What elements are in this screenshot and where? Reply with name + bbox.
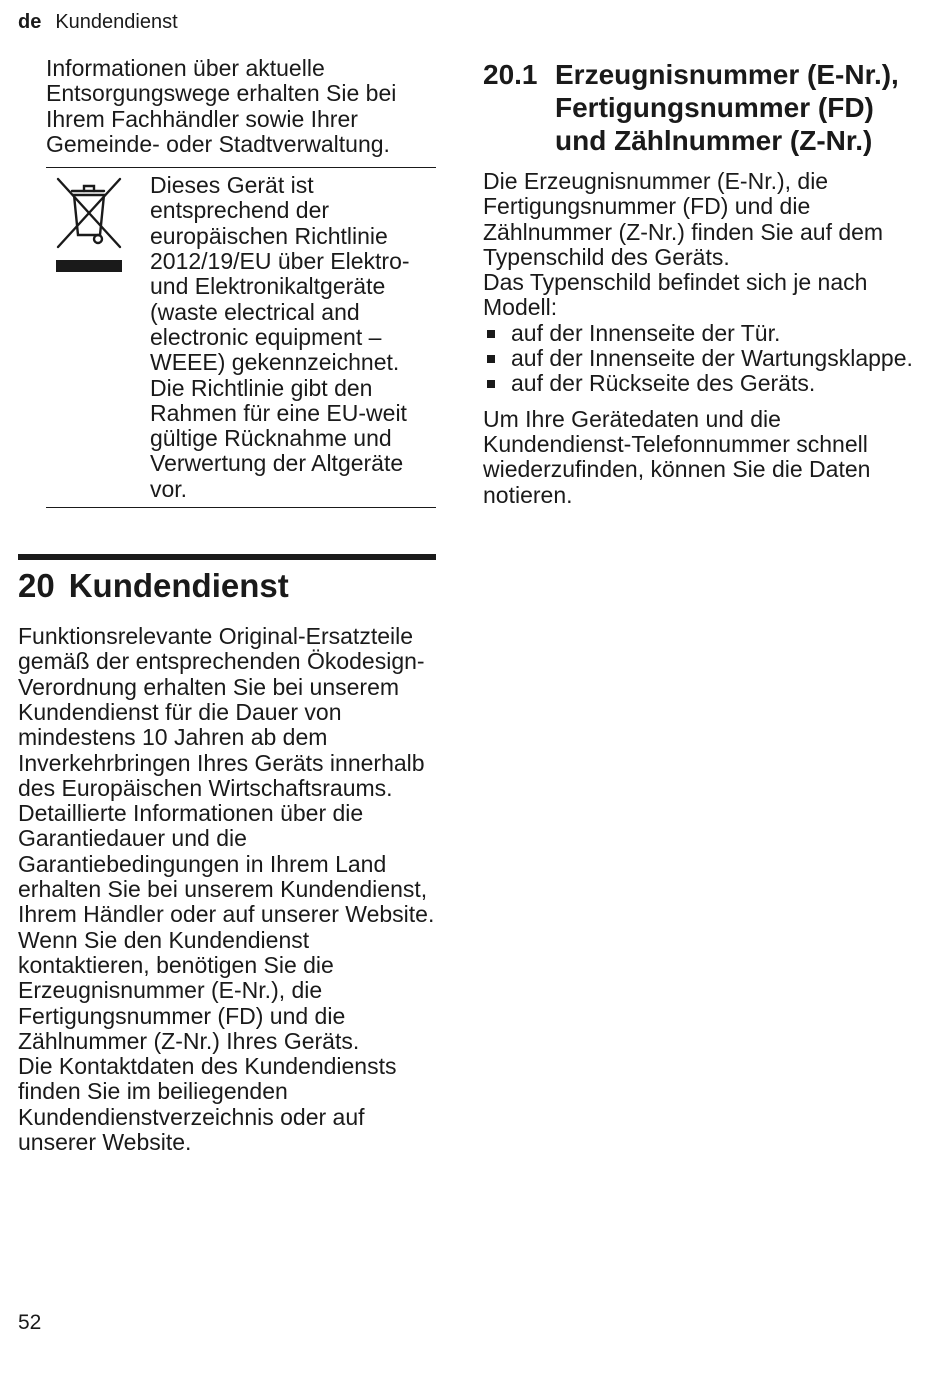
subsection-number: 20.1 (483, 59, 538, 90)
rating-plate-locations-list (483, 321, 913, 397)
right-column (483, 58, 913, 508)
section-number: 20 (18, 567, 55, 605)
weee-directive-paragraph: Dieses Gerät ist entsprechend der europäischen Richtlinie 2012/19/EU über Elektro- und Elektronikaltgeräte (waste electrical and electronic equipment – WEEE) gekennzeichnet. (150, 172, 410, 376)
note-data-paragraph: Um Ihre Gerätedaten und die Kundendienst-Telefonnummer schnell wiederzufinden, können Sie die Daten notieren. (483, 405, 871, 508)
weee-framework-paragraph: Die Richtlinie gibt den Rahmen für eine EU-weit gültige Rücknahme und Verwertung der Altgeräte vor. (150, 374, 407, 502)
header-section-name: Kundendienst (55, 11, 178, 33)
section-20-heading (18, 554, 436, 606)
contact-details-paragraph: Die Kontaktdaten des Kundendiensts finden Sie im beiliegenden Kundendienstverzeichnis oder auf unserer Website. (18, 1053, 397, 1155)
bullet-square-icon (487, 355, 495, 363)
subsection-title: Erzeugnisnummer (E-Nr.), Fertigungsnummer (FD) und Zählnummer (Z-Nr.) (555, 59, 899, 156)
left-column (18, 56, 436, 1155)
bullet-square-icon (487, 380, 495, 388)
page-number: 52 (18, 1311, 42, 1334)
weee-notice-box (46, 167, 436, 508)
crossed-out-wheelie-bin-icon (46, 173, 150, 502)
list-item: auf der Innenseite der Tür. (483, 321, 913, 346)
rating-plate-paragraph: Das Typenschild befindet sich je nach Modell: (483, 269, 868, 321)
weee-text (150, 173, 436, 502)
language-tag: de (18, 11, 42, 33)
bullet-square-icon (487, 330, 495, 338)
numbers-location-paragraph: Die Erzeugnisnummer (E-Nr.), die Fertigungsnummer (FD) und die Zählnummer (Z-Nr.) finden Sie auf dem Typenschild des Geräts. (483, 168, 884, 270)
warranty-paragraph: Detaillierte Informationen über die Garantiedauer und die Garantiebedingungen in Ihrem Land erhalten Sie bei unserem Kundendienst, Ihrem Händler oder auf unserer Website. (18, 800, 435, 928)
section-20-1-heading (483, 58, 913, 157)
page-header (18, 9, 178, 35)
section-title: Kundendienst (68, 567, 289, 605)
disposal-info-text: Informationen über aktuelle Entsorgungswege erhalten Sie bei Ihrem Fachhändler sowie Ihrer Gemeinde- oder Stadtverwaltung. (46, 55, 397, 157)
list-item: auf der Rückseite des Geräts. (483, 371, 913, 396)
spare-parts-paragraph: Funktionsrelevante Original-Ersatzteile gemäß der entsprechenden Ökodesign-Verordnung erhalten Sie bei unserem Kundendienst für die Dauer von mindestens 10 Jahren ab dem Inverkehrbringen Ihres Geräts innerhalb des Europäischen Wirtschaftsraums. (18, 623, 425, 801)
list-item: auf der Innenseite der Wartungsklappe. (483, 346, 913, 371)
contact-requirements-paragraph: Wenn Sie den Kundendienst kontaktieren, benötigen Sie die Erzeugnisnummer (E-Nr.), die Fertigungsnummer (FD) und die Zählnummer (Z-Nr.) Ihres Geräts. (18, 926, 360, 1054)
